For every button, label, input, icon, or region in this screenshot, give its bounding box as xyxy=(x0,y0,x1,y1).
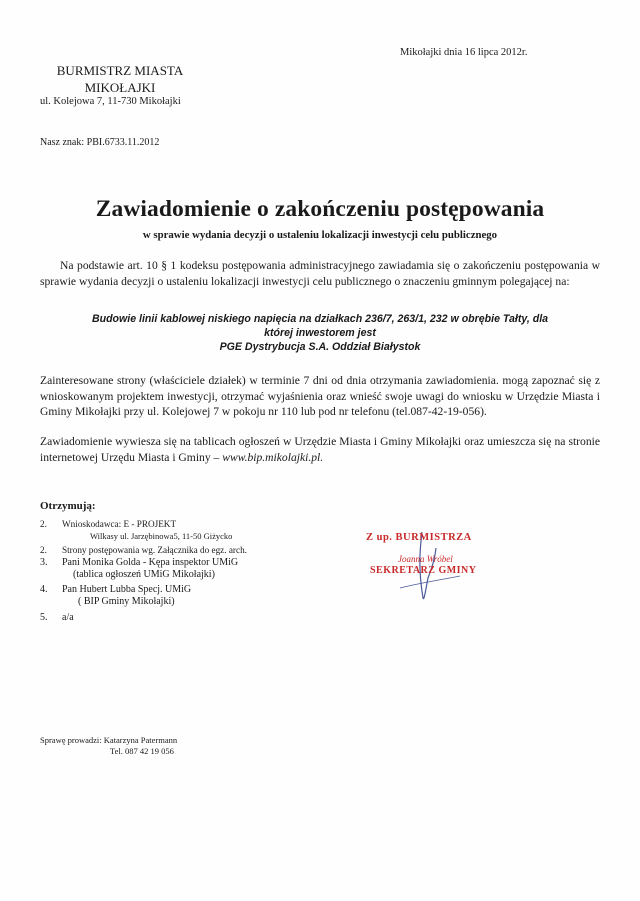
recipient-number: 3. xyxy=(40,557,48,568)
project-description xyxy=(40,312,600,354)
recipient-item xyxy=(40,584,191,608)
stamp-line-3: SEKRETARZ GMINY xyxy=(370,565,477,576)
stamp-line-1: Z up. BURMISTRZA xyxy=(366,532,472,543)
recipient-text: Strony postępowania wg. Załącznika do egz. arch. xyxy=(62,545,247,555)
recipient-text: a/a xyxy=(62,612,74,623)
recipient-text: Pan Hubert Lubba Specj. UMiG xyxy=(62,584,192,595)
recipient-subtext: (tablica ogłoszeń UMiG Mikołajki) xyxy=(73,569,215,580)
clerk-info xyxy=(40,735,177,757)
document-title: Zawiadomienie o zakończeniu postępowania xyxy=(95,196,545,222)
body-paragraph-1: Na podstawie art. 10 § 1 kodeksu postępowania administracyjnego zawiadamia się o zakończeniu postępowania w sprawie wydania decyzji o ustaleniu lokalizacji inwestycji celu publicznego o znaczeniu gminnym polegającej na: xyxy=(40,259,600,288)
project-line-1: Budowie linii kablowej niskiego napięcia na działkach 236/7, 263/1, 232 w obrębie Tałty, dla xyxy=(91,313,549,325)
paragraph-3-text: Zawiadomienie wywiesza się na tablicach ogłoszeń w Urzędzie Miasta i Gminy Mikołajki oraz umieszcza się na stronie internetowej Urzędu Miasta i Gminy – xyxy=(40,435,600,464)
clerk-phone: Tel. 087 42 19 056 xyxy=(110,746,174,756)
signature-underline xyxy=(400,576,460,588)
sender-line-2: MIKOŁAJKI xyxy=(84,80,156,95)
sender-line-1: BURMISTRZ MIASTA xyxy=(56,63,184,78)
recipient-item xyxy=(40,612,74,624)
recipient-number: 2. xyxy=(40,519,47,529)
sender-address: ul. Kolejowa 7, 11-730 Mikołajki xyxy=(40,96,181,107)
reference-number: Nasz znak: PBI.6733.11.2012 xyxy=(40,137,160,148)
recipient-item xyxy=(40,518,232,542)
recipient-number: 5. xyxy=(40,612,48,623)
body-paragraph-3 xyxy=(40,434,600,465)
body-paragraph-2: Zainteresowane strony (właściciele działek) w terminie 7 dni od dnia otrzymania zawiadomienia. mogą zapoznać się z wnioskowanym projektem inwestycji, otrzymać wyjaśnienia oraz wnieść swoje uwagi do wniosku w Urzędzie Miasta i Gminy Mikołajki przy ul. Kolejowej 7 w pokoju nr 110 lub pod nr telefonu (tel.087-42-19-056). xyxy=(40,374,600,419)
recipients-heading: Otrzymują: xyxy=(40,500,96,512)
project-line-3: PGE Dystrybucja S.A. Oddział Białystok xyxy=(219,341,421,353)
recipient-subtext: Wilkasy ul. Jarzębinowa5, 11-50 Giżycko xyxy=(90,531,233,541)
stamp-line-2: Joanna Wróbel xyxy=(398,554,453,564)
recipient-item xyxy=(40,544,247,556)
recipient-text: Pani Monika Golda - Kępa inspektor UMiG xyxy=(62,557,239,568)
project-line-2: której inwestorem jest xyxy=(264,327,376,339)
recipient-subtext: ( BIP Gminy Mikołajki) xyxy=(78,596,175,607)
place-date: Mikołajki dnia 16 lipca 2012r. xyxy=(400,47,528,58)
recipient-item xyxy=(40,557,238,581)
recipient-text: Wnioskodawca: E - PROJEKT xyxy=(62,519,177,529)
clerk-name: Sprawę prowadzi: Katarzyna Patermann xyxy=(40,735,178,745)
recipient-number: 4. xyxy=(40,584,48,595)
sender-name xyxy=(40,62,200,96)
recipient-number: 2. xyxy=(40,545,47,555)
bip-website: www.bip.mikolajki.pl. xyxy=(222,450,324,464)
document-subtitle: w sprawie wydania decyzji o ustaleniu lokalizacji inwestycji celu publicznego xyxy=(142,229,498,241)
